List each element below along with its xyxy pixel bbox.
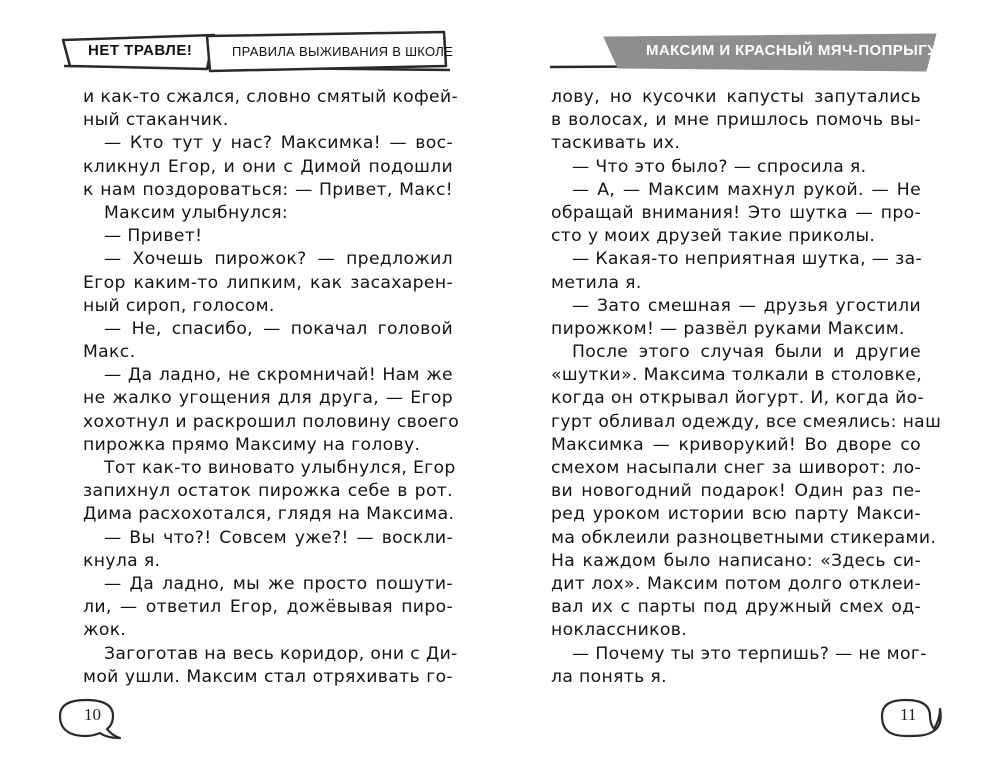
text-line: — Привет! — [104, 226, 203, 247]
text-line: ред уроком истории всю парту Макси- — [551, 504, 921, 525]
text-line: вал их с парты под дружный смех од- — [551, 597, 921, 618]
left-page-number-bubble — [0, 690, 140, 750]
series-title: НЕТ ТРАВЛЕ! — [88, 42, 193, 59]
text-line: ла понять я. — [551, 666, 667, 687]
text-line: — Что это было? — спросила я. — [572, 156, 867, 177]
text-line: смехом насыпали снег за шиворот: ло- — [551, 458, 921, 478]
text-line: — Почему ты это терпишь? — не мог- — [572, 643, 927, 664]
text-line: таскивать их. — [551, 133, 681, 154]
text-line: ви новогодний подарок! Один раз пе- — [551, 481, 921, 502]
text-line: — Зато смешная — друзья угостили — [572, 295, 921, 316]
text-line: — Да ладно, не скромничай! Нам же — [104, 365, 453, 386]
text-line: пирожком! — развёл руками Максим. — [551, 318, 905, 339]
text-line: мой ушли. Максим стал отряхивать го- — [83, 666, 453, 687]
book-title: ПРАВИЛА ВЫЖИВАНИЯ В ШКОЛЕ — [232, 44, 454, 59]
text-line: запихнул остаток пирожка себе в рот. — [83, 481, 453, 502]
text-line: Загоготав на весь коридор, они с Ди- — [104, 643, 458, 664]
text-line: в волосах, и мне пришлось помочь вы- — [551, 110, 921, 131]
text-line: «шутки». Максима толкали в столовке, — [551, 365, 923, 386]
text-line: Максимка — криворукий! Во дворе со — [551, 434, 921, 455]
text-line: Максим улыбнулся: — [104, 202, 289, 223]
text-line: лову, но кусочки капусты запутались — [551, 87, 921, 107]
text-line: ли, — ответил Егор, дожёвывая пиро- — [83, 597, 453, 618]
text-line: ный стаканчик. — [83, 110, 229, 131]
page-number-left: 10 — [84, 705, 101, 724]
text-line: к нам поздороваться: — Привет, Макс! — [83, 179, 453, 200]
text-line: и как-то сжался, словно смятый кофей- — [83, 87, 459, 107]
text-line: метила я. — [551, 272, 642, 293]
left-text-column — [83, 86, 460, 689]
text-line: После этого случая были и другие — [572, 342, 921, 363]
page-number-right: 11 — [900, 705, 917, 724]
right-text-column — [551, 86, 942, 689]
text-line: — Кто тут у нас? Максимка! — вос- — [104, 133, 453, 154]
text-line: не жалко угощения для друга, — Егор — [83, 388, 453, 409]
text-line: жок. — [83, 620, 127, 641]
text-line: сто у моих друзей такие приколы. — [551, 226, 876, 247]
text-line: Егор каким-то липким, как засахарен- — [83, 272, 453, 293]
text-line: — Какая-то неприятная шутка, — за- — [572, 249, 923, 270]
text-line: пирожка прямо Максиму на голову. — [83, 434, 421, 455]
text-line: — Хочешь пирожок? — предложил — [104, 249, 453, 270]
text-line: хохотнул и раскрошил половину своего — [83, 411, 460, 432]
text-line: когда он открывал йогурт. И, когда йо- — [551, 388, 925, 409]
text-line: ный сироп, голосом. — [83, 295, 275, 316]
text-line: — А, — Максим махнул рукой. — Не — [572, 179, 921, 200]
text-line: Дима расхохотался, глядя на Максима. — [83, 504, 455, 525]
text-line: — Вы что?! Совсем уже?! — воскли- — [104, 527, 453, 548]
text-line: Макс. — [83, 342, 136, 363]
chapter-title: МАКСИМ И КРАСНЫЙ МЯЧ-ПОПРЫГУНЧИК — [646, 42, 980, 59]
text-line: кнула я. — [83, 550, 161, 571]
text-line: ноклассников. — [551, 620, 687, 641]
text-line: Тот как-то виновато улыбнулся, Егор — [104, 458, 456, 478]
text-line: — Да ладно, мы же просто пошути- — [104, 573, 453, 594]
text-line: ма обклеили разноцветными стикерами. — [551, 527, 937, 548]
text-line: гурт обливал одежду, все смеялись: наш — [551, 411, 942, 432]
text-line: — Не, спасибо, — покачал головой — [104, 318, 453, 339]
text-line: дит лох». Максим потом долго отклеи- — [551, 573, 921, 594]
text-line: На каждом было написано: «Здесь си- — [551, 550, 921, 571]
text-line: кликнул Егор, и они с Димой подошли — [83, 156, 453, 177]
text-line: обращай внимания! Это шутка — про- — [551, 202, 921, 223]
